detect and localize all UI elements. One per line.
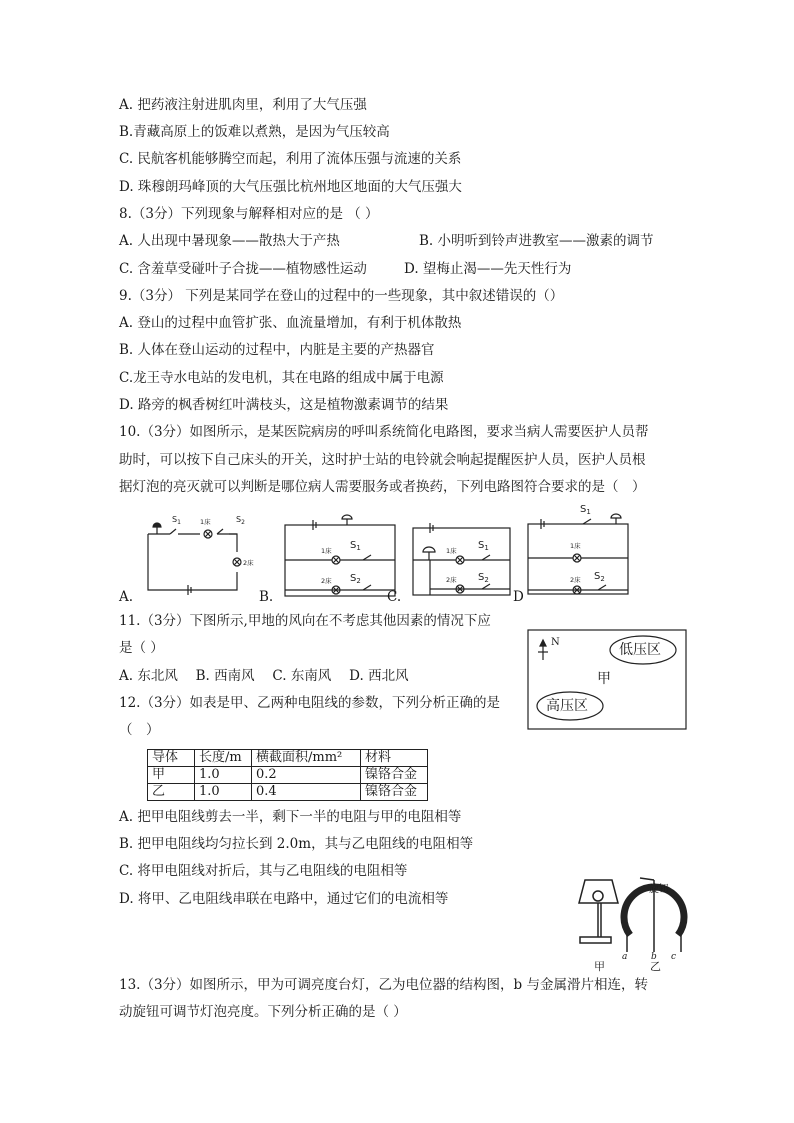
q8-option-b: B. 小明听到铃声进教室——激素的调节 — [419, 233, 654, 249]
q10-option-d-label: D — [513, 589, 524, 605]
q11-options: A. 东北风 B. 西南风 C. 东南风 D. 西北风 — [119, 668, 409, 684]
q9-option-a: A. 登山的过程中血管扩张、血流量增加，有利于机体散热 — [119, 315, 462, 331]
circuit-b-bed2-label: 2床 — [321, 577, 332, 585]
terminal-a-label: a — [622, 952, 628, 962]
map-north-label: N — [551, 637, 560, 648]
table-cell: 0.4 — [252, 784, 361, 801]
resistance-parameter-table — [147, 749, 428, 801]
circuit-c-s2-label: $S_2$ — [478, 572, 489, 584]
circuit-c-bed1-label: 1床 — [446, 547, 457, 555]
map-high-pressure-label: 高压区 — [546, 698, 588, 714]
table-header-cell: 横截面积/mm² — [252, 750, 361, 767]
q10-stem-line1: 10.（3分）如图所示，是某医院病房的呼叫系统简化电路图，要求当病人需要医护人员帮 — [119, 424, 649, 440]
circuit-d-s1-label: $S_1$ — [580, 504, 591, 516]
terminal-b-label: b — [651, 952, 657, 962]
terminal-c-label: c — [671, 952, 677, 962]
potentiometer-yi-label: 乙 — [650, 960, 661, 973]
q9-option-d: D. 路旁的枫香树红叶满枝头，这是植物激素调节的结果 — [119, 397, 449, 413]
circuit-a-s2-label: $S_2$ — [236, 515, 245, 526]
circuit-b — [285, 515, 395, 596]
circuit-b-s1-label: $S_1$ — [350, 540, 361, 552]
circuit-d-bed1-label: 1床 — [570, 542, 581, 550]
q7-option-d: D. 珠穆朗玛峰顶的大气压强比杭州地区地面的大气压强大 — [119, 179, 462, 195]
circuit-b-bed1-label: 1床 — [321, 547, 332, 555]
table-cell: 乙 — [148, 784, 195, 801]
table-cell: 镍铬合金 — [361, 784, 428, 801]
table-header-cell: 长度/m — [195, 750, 252, 767]
circuit-d-bed2-label: 2床 — [570, 576, 581, 584]
knob-label: 旋钮 — [649, 884, 669, 895]
map-low-pressure-label: 低压区 — [619, 642, 661, 658]
table-cell: 镍铬合金 — [361, 767, 428, 784]
circuit-a-bed1-label: 1床 — [200, 518, 211, 526]
lamp-jia-label: 甲 — [594, 960, 605, 973]
circuit-c-labels — [446, 540, 489, 584]
table-cell: 甲 — [148, 767, 195, 784]
table-cell: 1.0 — [195, 784, 252, 801]
circuit-a-bed2-label: 2床 — [243, 559, 254, 567]
table-row — [148, 767, 428, 784]
table-header-cell: 导体 — [148, 750, 195, 767]
circuit-c-s1-label: $S_1$ — [478, 540, 489, 552]
q12-option-d: D. 将甲、乙电阻线串联在电路中，通过它们的电流相等 — [119, 891, 449, 907]
q9-stem: 9.（3分） 下列是某同学在登山的过程中的一些现象，其中叙述错误的（） — [119, 288, 564, 304]
table-row — [148, 784, 428, 801]
circuit-d-s2-label: $S_2$ — [594, 571, 605, 583]
q13-stem-line2: 动旋钮可调节灯泡亮度。下列分析正确的是（ ） — [119, 1004, 407, 1020]
circuit-a — [148, 523, 241, 595]
q7-option-a: A. 把药液注射进肌肉里，利用了大气压强 — [119, 97, 367, 113]
q10-stem-line3: 据灯泡的亮灭就可以判断是哪位病人需要服务或者换药，下列电路图符合要求的是（ ） — [119, 479, 646, 495]
q12-option-c: C. 将甲电阻线对折后，其与乙电阻线的电阻相等 — [119, 863, 408, 879]
circuit-b-s2-label: $S_2$ — [350, 573, 361, 585]
q7-option-b: B.青藏高原上的饭难以煮熟，是因为气压较高 — [119, 124, 390, 140]
table-cell: 0.2 — [252, 767, 361, 784]
q7-option-c: C. 民航客机能够腾空而起，利用了流体压强与流速的关系 — [119, 151, 462, 167]
table-header-cell: 材料 — [361, 750, 428, 767]
q10-option-b-label: B. — [259, 589, 274, 605]
q8-option-a: A. 人出现中暑现象——散热大于产热 — [119, 233, 340, 249]
circuit-d-labels — [570, 504, 605, 584]
q8-option-c: C. 含羞草受碰叶子合拢——植物感性运动 — [119, 261, 367, 277]
q8-option-d: D. 望梅止渴——先天性行为 — [404, 261, 572, 277]
circuit-b-labels — [321, 540, 361, 585]
q9-option-b: B. 人体在登山运动的过程中，内脏是主要的产热器官 — [119, 342, 435, 358]
q9-option-c: C.龙王寺水电站的发电机，其在电路的组成中属于电源 — [119, 370, 444, 386]
circuit-a-s1-label: $S_1$ — [172, 515, 181, 526]
q13-stem-line1: 13.（3分）如图所示，甲为可调亮度台灯，乙为电位器的结构图，b 与金属滑片相连，转 — [119, 977, 648, 993]
q12-stem-line1: 12.（3分）如表是甲、乙两种电阻线的参数，下列分析正确的是 — [119, 695, 501, 711]
q8-stem: 8.（3分）下列现象与解释相对应的是 （ ） — [119, 206, 379, 222]
table-cell: 1.0 — [195, 767, 252, 784]
q10-stem-line2: 助时，可以按下自己床头的开关，这时护士站的电铃就会响起提醒医护人员，医护人员根 — [119, 452, 646, 468]
table-header-row — [148, 750, 428, 767]
circuit-c — [413, 523, 510, 595]
map-jia-label: 甲 — [597, 671, 611, 687]
circuit-a-labels — [172, 515, 254, 567]
circuit-c-bed2-label: 2床 — [446, 576, 457, 584]
q11-stem-line1: 11.（3分）下图所示,甲地的风向在不考虑其他因素的情况下应 — [119, 613, 491, 629]
q12-stem-line2: （ ） — [119, 722, 160, 738]
q10-option-c-label: C. — [387, 589, 402, 605]
q12-option-b: B. 把甲电阻线均匀拉长到 2.0m，其与乙电阻线的电阻相等 — [119, 836, 474, 852]
q11-stem-line2: 是（ ） — [119, 640, 164, 656]
q12-option-a: A. 把甲电阻线剪去一半，剩下一半的电阻与甲的电阻相等 — [119, 809, 462, 825]
q10-option-a-label: A. — [119, 589, 134, 605]
